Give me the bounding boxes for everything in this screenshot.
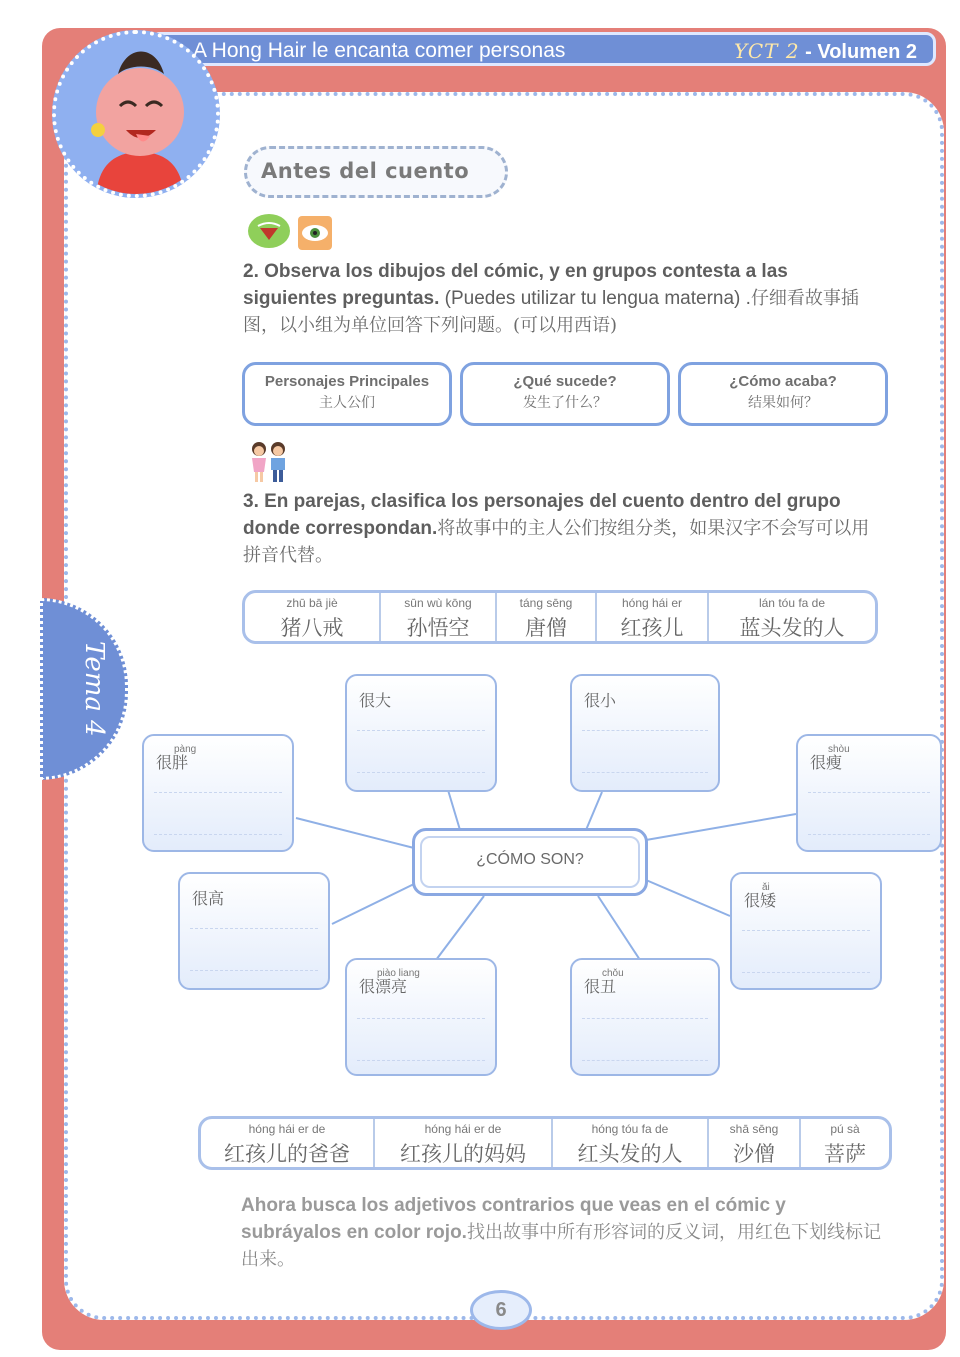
exercise-3-bold: 3. En parejas, clasifica los personajes del cuento dentro del grupo donde correspondan.	[243, 491, 841, 539]
name-pinyin: hóng hái er de	[424, 1122, 502, 1136]
name-pinyin: hóng tóu fa de	[591, 1122, 669, 1136]
adjective-hanzi: 很高	[192, 889, 225, 908]
adjective-pinyin: shòu	[828, 744, 850, 755]
adjective-hanzi: 很小	[584, 691, 617, 710]
name-pinyin: hóng hái er de	[248, 1122, 326, 1136]
series-brand: YCT 2	[734, 39, 800, 63]
adjective-box[interactable]	[570, 674, 720, 792]
name-hanzi: 红头发的人	[577, 1142, 683, 1166]
question-zh: 发生了什么？	[523, 395, 607, 411]
name-hanzi: 红孩儿的爸爸	[224, 1142, 350, 1166]
adjective-hanzi: 很漂亮	[359, 977, 408, 996]
name-hanzi: 红孩儿	[620, 616, 684, 640]
center-question: ¿CÓMO SON?	[476, 851, 584, 868]
question-zh: 结果如何？	[748, 395, 818, 411]
adjective-hanzi: 很瘦	[810, 753, 843, 772]
question-zh: 主人公们	[319, 395, 375, 411]
adjective-box[interactable]	[142, 734, 294, 852]
adjective-pinyin: pàng	[174, 744, 197, 755]
adjective-box[interactable]	[730, 872, 882, 990]
final-task-chinese: 找出故事中所有形容词的反义词，用红色下划线标记出来。	[241, 1222, 881, 1270]
name-pinyin: zhū bā jiè	[286, 596, 338, 610]
character-names-row-bottom	[198, 1116, 892, 1170]
adjective-box[interactable]	[178, 872, 330, 990]
name-hanzi: 蓝头发的人	[739, 616, 845, 640]
final-task-bold: Ahora busca los adjetivos contrarios que veas en el cómic y subráyalos en color rojo.	[241, 1195, 786, 1243]
header-title: A Hong Hair le encanta comer personas	[193, 39, 566, 62]
name-pinyin: lán tóu fa de	[758, 596, 826, 610]
adjective-hanzi: 很胖	[156, 753, 189, 772]
adjective-box[interactable]	[796, 734, 942, 852]
name-cell	[201, 1119, 375, 1167]
question-es: ¿Qué sucede?	[513, 373, 617, 390]
name-pinyin: hóng hái er	[621, 596, 683, 610]
exercise-2-bold: 2. Observa los dibujos del cómic, y en grupos contesta a las siguientes preguntas.	[243, 261, 788, 309]
question-es: Personajes Principales	[264, 373, 430, 390]
adjective-pinyin: piào liang	[377, 968, 420, 979]
name-hanzi: 猪八戒	[280, 616, 344, 640]
name-pinyin: sūn wù kōng	[404, 596, 472, 610]
exercise-2-normal: (Puedes utilizar tu lengua materna) .	[439, 288, 751, 309]
page-number-badge	[470, 1290, 532, 1330]
name-hanzi: 红孩儿的妈妈	[400, 1142, 526, 1166]
name-pinyin: shā sēng	[729, 1122, 779, 1136]
adjective-box[interactable]	[345, 674, 497, 792]
adjective-box[interactable]	[570, 958, 720, 1076]
exercise-2-chinese: 仔细看故事插图，以小组为单位回答下列问题。(可以用西语)	[243, 288, 859, 336]
adjective-pinyin: chǒu	[602, 968, 624, 979]
name-pinyin: pú sà	[830, 1122, 860, 1136]
name-hanzi: 唐僧	[525, 616, 567, 640]
center-question-box	[412, 828, 648, 896]
name-cell	[709, 1119, 801, 1167]
final-task-instructions	[241, 1192, 891, 1273]
adjective-hanzi: 很大	[359, 691, 392, 710]
name-pinyin: táng sēng	[519, 596, 573, 610]
unit-label: Tema 4	[79, 641, 109, 737]
adjective-box[interactable]	[345, 958, 497, 1076]
adjective-hanzi: 很矮	[744, 891, 777, 910]
name-hanzi: 菩萨	[824, 1142, 866, 1166]
name-hanzi: 沙僧	[733, 1142, 775, 1166]
page-number: 6	[495, 1299, 507, 1321]
name-cell	[375, 1119, 553, 1167]
volume-label: - Volumen 2	[799, 41, 917, 63]
name-cell	[801, 1119, 889, 1167]
exercise-3-chinese: 将故事中的主人公们按组分类，如果汉字不会写可以用拼音代替。	[243, 518, 870, 566]
name-cell	[553, 1119, 709, 1167]
question-es: ¿Cómo acaba?	[729, 373, 837, 390]
adjective-hanzi: 很丑	[584, 977, 617, 996]
section-title: Antes del cuento	[261, 159, 470, 183]
name-hanzi: 孙悟空	[406, 616, 470, 640]
adjective-pinyin: ǎi	[762, 882, 770, 893]
